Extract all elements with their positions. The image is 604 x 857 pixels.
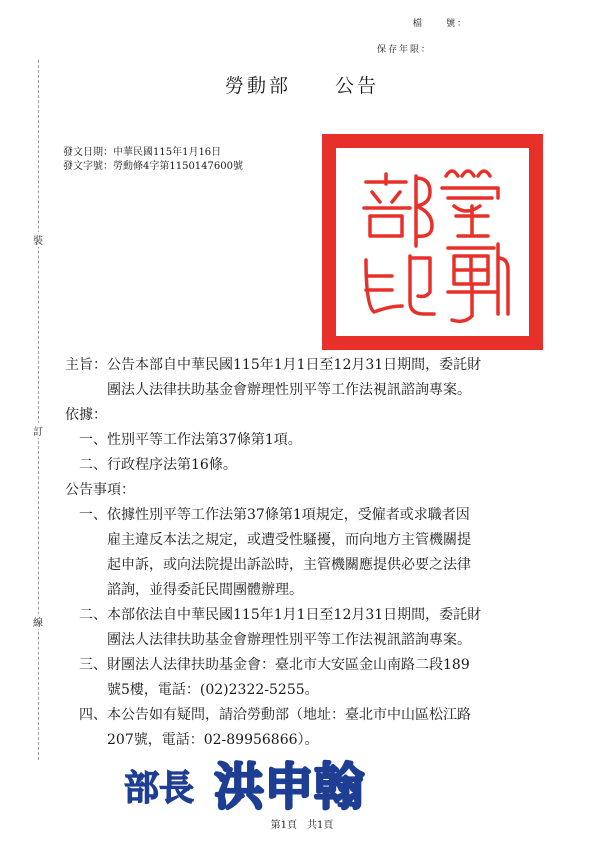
notice-item-1-line: 起申訴，或向法院提出訴訟時，主管機關應提供必要之法律	[107, 557, 471, 573]
notice-item-4-line: 207號，電話：02-89956866）。	[107, 732, 319, 748]
notice-item-2-line: 團法人法律扶助基金會辦理性別平等工作法視訊諮詢專案。	[107, 632, 471, 648]
notice-item-2-marker: 二、	[79, 607, 107, 623]
issue-number: 發文字號：勞動條4字第1150147600號	[63, 161, 243, 172]
notice-item-1-marker: 一、	[79, 507, 107, 523]
issue-date: 發文日期：中華民國115年1月16日	[63, 147, 222, 158]
subject-line-2: 團法人法律扶助基金會辦理性別平等工作法視訊諮詢專案。	[107, 382, 471, 398]
notice-item-3-line: 財團法人法律扶助基金會：臺北市大安區金山南路二段189	[107, 657, 470, 673]
basis-item-2: 二、行政程序法第16條。	[79, 457, 237, 473]
seal-script-glyphs	[336, 148, 529, 336]
page-number: 第1頁 共1頁	[270, 820, 334, 831]
signature-title: 部長	[124, 769, 195, 809]
title-type: 公告	[335, 75, 380, 97]
retention-period-label: 保存年限：	[377, 45, 433, 55]
subject-line-1: 主旨：公告本部自中華民國115年1月1日至12月31日期間，委託財	[65, 357, 482, 373]
minister-signature	[120, 756, 420, 814]
file-number-label: 檔 號：	[413, 19, 469, 29]
title-ministry: 勞動部	[224, 75, 291, 97]
notice-item-1-line: 諮詢，並得委託民間團體辦理。	[107, 582, 303, 598]
basis-heading: 依據：	[65, 407, 107, 423]
basis-item-1: 一、性別平等工作法第37條第1項。	[79, 432, 302, 448]
notice-heading: 公告事項：	[65, 482, 135, 498]
binding-char-zhuang: 裝	[29, 232, 47, 247]
binding-margin-line	[38, 60, 39, 760]
notice-item-3-line: 號5樓，電話：(02)2322-5255。	[107, 682, 319, 698]
notice-item-4-marker: 四、	[79, 707, 107, 723]
notice-item-1-line: 雇主違反本法之規定，或遭受性騷擾，而向地方主管機關提	[107, 532, 471, 548]
notice-item-4-line: 本公告如有疑問，請洽勞動部（地址：臺北市中山區松江路	[107, 707, 471, 723]
notice-item-3-marker: 三、	[79, 657, 107, 673]
signature-name: 洪申翰	[214, 758, 364, 814]
notice-item-2-line: 本部依法自中華民國115年1月1日至12月31日期間，委託財	[107, 607, 482, 623]
binding-char-xian: 線	[29, 614, 47, 629]
document-title	[0, 71, 604, 98]
binding-char-ding: 訂	[29, 423, 47, 438]
notice-item-1-line: 依據性別平等工作法第37條第1項規定，受僱者或求職者因	[107, 507, 470, 523]
official-seal	[322, 134, 543, 350]
